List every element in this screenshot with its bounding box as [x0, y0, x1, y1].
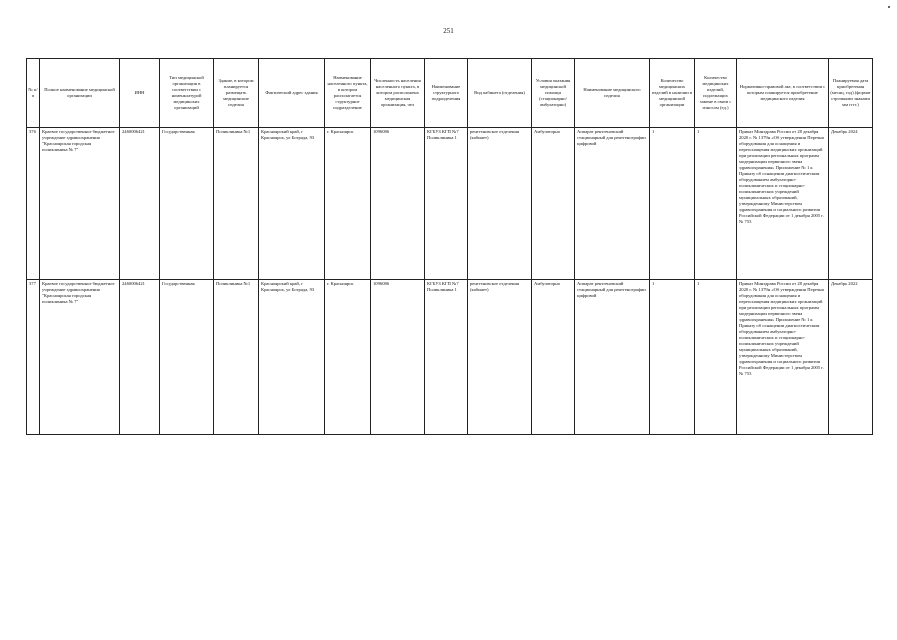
legal-act-cell: Приказ Минздрава России от 28 декабря 2020 г. № 1379н «Об утверждении Перечня оборудования для оснащения и переоснащения медицинских организаций при реализации региональных программ модернизации первичного звена здравоохранения» Приложение № 1 к Приказу об оснащении диагностическим оборудованием амбулаторно-поликлинических и стационарно-поликлинических учреждений муниципальных образований, утвержденному Министерством здравоохранения и социального развития Российской Федерации от 1 декабря 2005 г. № 753	[737, 280, 829, 435]
legal-act-cell: Приказ Минздрава России от 28 декабря 2020 г. № 1379н «Об утверждении Перечня оборудования для оснащения и переоснащения медицинских организаций при реализации региональных программ модернизации первичного звена здравоохранения» Приложение № 1 к Приказу об оснащении диагностическим оборудованием амбулаторно-поликлинических и стационарно-поликлинических учреждений муниципальных образований, утвержденному Министерством здравоохранения и социального развития Российской Федерации от 1 декабря 2005 г. № 753	[737, 128, 829, 280]
locality-cell: г. Красноярск	[325, 280, 371, 435]
organization-type-cell: Государственная	[160, 128, 214, 280]
header-cell: Численность населения населенного пункта, в котором расположена медицинская организация, чел	[371, 59, 425, 128]
header-cell: Наименование структурного подразделения	[425, 59, 468, 128]
device-name-cell: Аппарат рентгеновский стационарный для рентгенографии цифровой	[575, 128, 650, 280]
row-number-cell: 376	[27, 128, 40, 280]
device-count-cell: 1	[650, 128, 695, 280]
header-cell: Вид кабинета (отделения)	[468, 59, 532, 128]
header-cell: Наименование населенного пункта, в котором располагается структурное подразделение	[325, 59, 371, 128]
equipment-register-table	[26, 58, 873, 435]
header-cell: Планируемая дата приобретения (месяц, год) (формат строчными знаками мм гггг.)	[829, 59, 873, 128]
organization-name-cell: Краевое государственное бюджетное учреждение здравоохранения "Красноярская городская поликлиника № 7"	[40, 280, 120, 435]
building-cell: Поликлиника №1	[214, 128, 259, 280]
cabinet-type-cell: рентгеновское отделения (кабинет)	[468, 128, 532, 280]
address-cell: Красноярский край, г Красноярск, ул Ботрада, 93	[259, 128, 325, 280]
header-cell: Нормативно-правовой акт, в соответствии с которым планируется приобретение медицинского изделия	[737, 59, 829, 128]
organization-name-cell: Краевое государственное бюджетное учреждение здравоохранения "Красноярская городская поликлиника № 7"	[40, 128, 120, 280]
organization-type-cell: Государственная	[160, 280, 214, 435]
replacement-count-cell: 1	[695, 280, 737, 435]
replacement-count-cell: 1	[695, 128, 737, 280]
inn-cell: 2460006421	[120, 128, 160, 280]
page-number: 251	[443, 27, 454, 35]
cabinet-type-cell: рентгеновское отделения (кабинет)	[468, 280, 532, 435]
table-row	[27, 280, 873, 435]
building-cell: Поликлиника №1	[214, 280, 259, 435]
device-name-cell: Аппарат рентгеновский стационарный для рентгенографии цифровой	[575, 280, 650, 435]
care-conditions-cell: Амбулаторно	[532, 128, 575, 280]
planned-date-cell: Декабрь 2024	[829, 128, 873, 280]
planned-date-cell: Декабрь 2022	[829, 280, 873, 435]
corner-speck	[888, 6, 890, 8]
row-number-cell: 377	[27, 280, 40, 435]
subdivision-cell: КГБУЗ КГП №7 Поликлиника 1	[425, 128, 468, 280]
header-cell: Количество медицинских изделий в наличии в медицинской организации	[650, 59, 695, 128]
header-cell: Наименование медицинского изделия	[575, 59, 650, 128]
inn-cell: 2460006421	[120, 280, 160, 435]
header-cell: ИНН	[120, 59, 160, 128]
table-header-row	[27, 59, 873, 128]
header-cell: № п/п	[27, 59, 40, 128]
header-cell: Полное наименование медицинской организации	[40, 59, 120, 128]
table-row	[27, 128, 873, 280]
header-cell: Условия оказания медицинской помощи (стационарно/ амбулаторно)	[532, 59, 575, 128]
header-cell: Здание, в котором планируется размещать медицинские изделия	[214, 59, 259, 128]
header-cell: Фактический адрес здания	[259, 59, 325, 128]
subdivision-cell: КГБУЗ КГП №7 Поликлиника 1	[425, 280, 468, 435]
care-conditions-cell: Амбулаторно	[532, 280, 575, 435]
population-cell: 1096086	[371, 280, 425, 435]
locality-cell: г. Красноярск	[325, 128, 371, 280]
address-cell: Красноярский край, г Красноярск, ул Ботрада, 93	[259, 280, 325, 435]
device-count-cell: 1	[650, 280, 695, 435]
header-cell: Количество медицинских изделий, подлежащих замене в связи с износом (ед.)	[695, 59, 737, 128]
population-cell: 1096086	[371, 128, 425, 280]
header-cell: Тип медицинской организации в соответствии с номенклатурой медицинских организаций	[160, 59, 214, 128]
